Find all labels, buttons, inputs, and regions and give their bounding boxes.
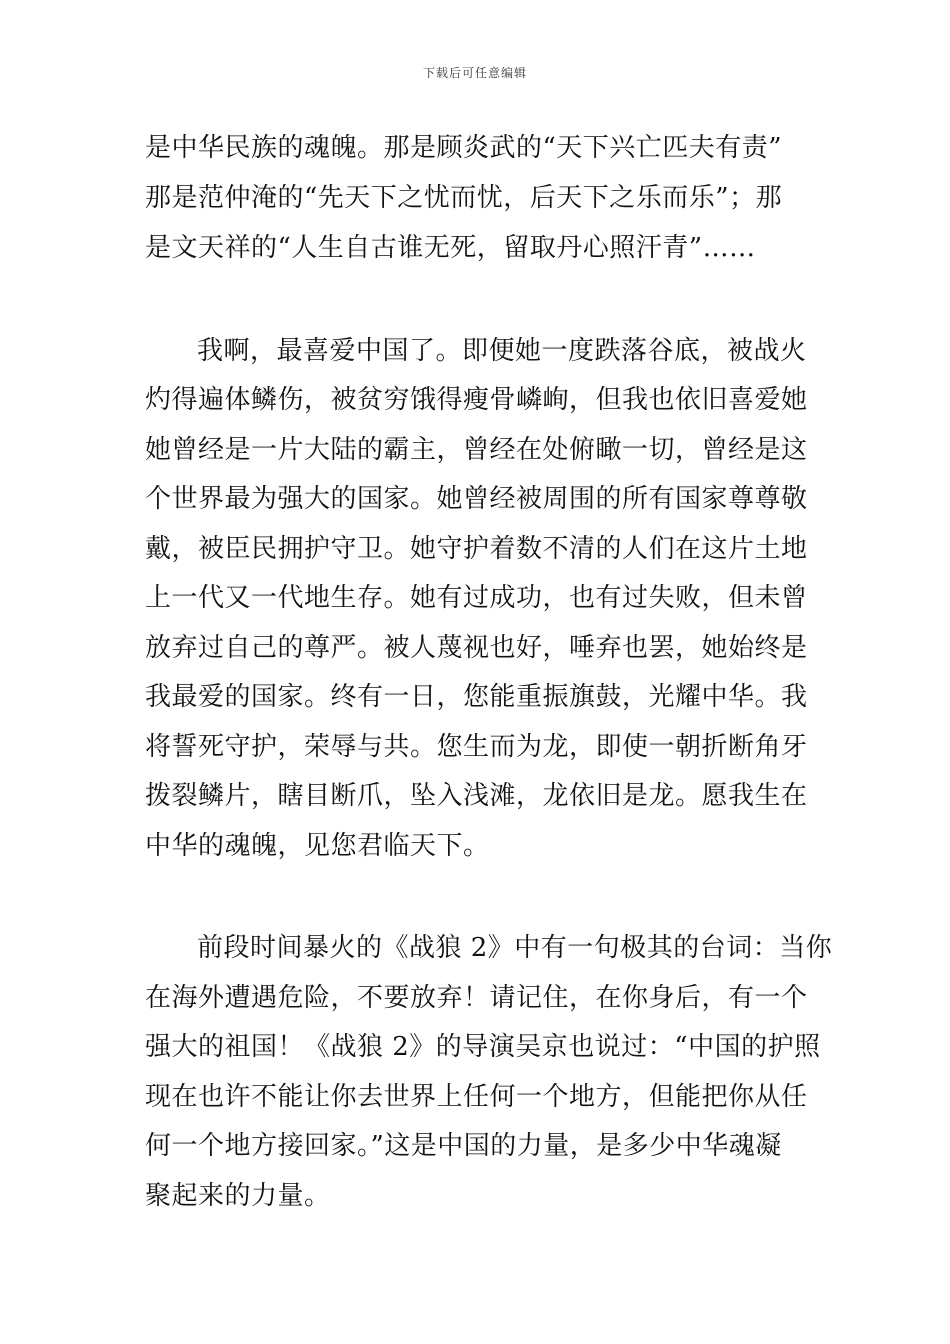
paragraph-2-line-3: 她曾经是一片大陆的霸主，曾经在处俯瞰一切，曾经是这 [145, 435, 808, 465]
paragraph-3-line-6: 聚起来的力量。 [145, 1181, 331, 1211]
paragraph-2-line-1: 我啊，最喜爱中国了。即便她一度跌落谷底，被战火 [197, 336, 807, 366]
paragraph-1-line-1: 是中华民族的魂魄。那是顾炎武的“天下兴亡匹夫有责” [145, 133, 783, 163]
paragraph-2-line-8: 我最爱的国家。终有一日，您能重振旗鼓，光耀中华。我 [145, 682, 808, 712]
paragraph-2-line-10: 拨裂鳞片，瞎目断爪，坠入浅滩，龙依旧是龙。愿我生在 [145, 781, 808, 811]
paragraph-3-line-3: 强大的祖国！《战狼 2》的导演吴京也说过：“中国的护照 [145, 1032, 821, 1062]
paragraph-3-line-4: 现在也许不能让你去世界上任何一个地方，但能把你从任 [145, 1082, 808, 1112]
paragraph-1-line-2: 那是范仲淹的“先天下之忧而忧，后天下之乐而乐”；那 [145, 183, 783, 213]
paragraph-1-line-3: 是文天祥的“人生自古谁无死，留取丹心照汗青”…… [145, 233, 756, 263]
paragraph-2-line-5: 戴，被臣民拥护守卫。她守护着数不清的人们在这片土地 [145, 534, 808, 564]
paragraph-3-line-1: 前段时间暴火的《战狼 2》中有一句极其的台词：当你 [197, 933, 833, 963]
paragraph-2-line-4: 个世界最为强大的国家。她曾经被周围的所有国家尊尊敬 [145, 484, 808, 514]
paragraph-3-line-2: 在海外遭遇危险，不要放弃！请记住，在你身后，有一个 [145, 983, 808, 1013]
paragraph-2-line-7: 放弃过自己的尊严。被人蔑视也好，唾弃也罢，她始终是 [145, 633, 808, 663]
paragraph-2-line-9: 将誓死守护，荣辱与共。您生而为龙，即使一朝折断角牙 [145, 732, 808, 762]
paragraph-2-line-11: 中华的魂魄，见您君临天下。 [145, 831, 490, 861]
paragraph-3-line-5: 何一个地方接回家。”这是中国的力量，是多少中华魂凝 [145, 1131, 782, 1161]
page-header: 下载后可任意编辑 [422, 66, 527, 80]
paragraph-2-line-6: 上一代又一代地生存。她有过成功，也有过失败，但未曾 [145, 583, 808, 613]
paragraph-2-line-2: 灼得遍体鳞伤，被贫穷饿得瘦骨嶙峋，但我也依旧喜爱她 [145, 385, 808, 415]
